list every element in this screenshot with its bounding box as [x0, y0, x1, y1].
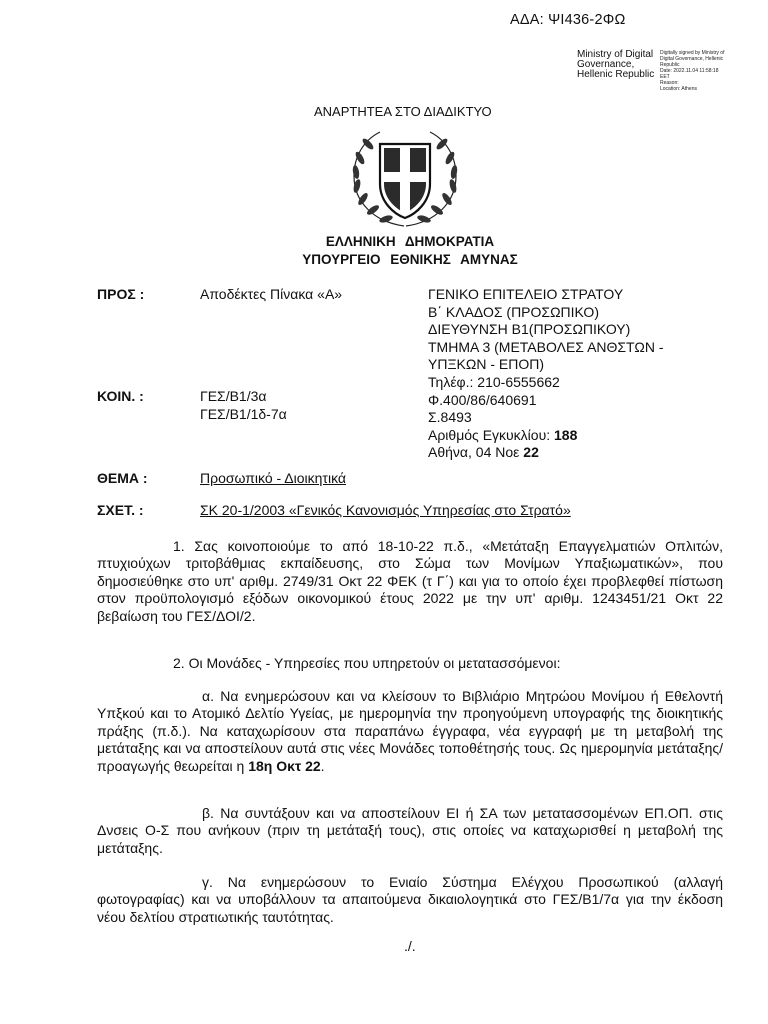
page-continuation: ./.	[404, 938, 416, 954]
paragraph-2a-text: α. Να ενημερώσουν και να κλείσουν το Βιβλιάριο Μητρώου Μονίμου ή Εθελοντή Υπξκού και το Ατομικό Δελτίο Υγείας, με ημερομηνία την προηγούμενη υπογραφής της διοικητικής πράξης (π.δ.). Να καταχωρίσουν στα παραπάνω έγγραφα, νέα εγγραφή με τη μεταβολή της μετάταξης και να αποστείλουν αυτά στις νέες Μονάδες τοποθέτησής τους. Ως ημερομηνία μετάταξης/προαγωγής θεωρείται η	[97, 688, 723, 774]
protocol-number: Σ.8493	[428, 409, 472, 426]
ada-code: ΑΔΑ: ΨΙ436-2ΦΩ	[510, 12, 626, 28]
pros-value: Αποδέκτες Πίνακα «Α»	[200, 286, 343, 302]
circular-label: Αριθμός Εγκυκλίου:	[428, 426, 555, 443]
digital-signature-name	[577, 50, 654, 80]
schet-label: ΣΧΕΤ. :	[97, 502, 144, 518]
thema-label: ΘΕΜΑ :	[97, 470, 148, 486]
phone-line: Τηλέφ.: 210-6555662	[428, 373, 560, 390]
paragraph-2a-end: .	[320, 757, 325, 774]
signature-name-line: Hellenic Republic	[577, 69, 655, 80]
paragraph-1: 1. Σας κοινοποιούμε το από 18-10-22 π.δ., «Μετάταξη Επαγγελματιών Οπλιτών, πτυχιούχων τριτοβάθμιας εκπαίδευσης, στο Σώμα των Μονίμων Υπαξιωματικών», που δημοσιεύθηκε στο υπ' αριθμ. 2749/31 Οκτ 22 ΦΕΚ (τ Γ΄) και για το οποίο έχει προβλεφθεί πίστωση στον προϋπολογισμό εξόδων οικονομικού έτους 2022 με την υπ' αριθμ. 1243451/21 Οκτ 22 βεβαίωση του ΓΕΣ/ΔΟΙ/2.	[97, 538, 723, 624]
paragraph-2a	[97, 688, 723, 775]
circular-number: 188	[554, 426, 578, 443]
signature-detail-line: Reason:	[660, 80, 679, 86]
paragraph-2c: γ. Να ενημερώσουν το Ενιαίο Σύστημα Ελέγχου Προσωπικού (αλλαγή φωτογραφίας) και να υποβάλλουν τα απαιτούμενα δικαιολογητικά στο ΓΕΣ/Β1/7α για την έκδοση νέου δελτίου στρατιωτικής ταυτότητας.	[97, 874, 723, 925]
koin-value: ΓΕΣ/Β1/1δ-7α	[200, 405, 287, 422]
sender-block	[428, 286, 663, 462]
schet-value: ΣΚ 20-1/2003 «Γενικός Κανονισμός Υπηρεσίας στο Στρατό»	[200, 502, 571, 518]
date-prefix: Αθήνα, 04 Νοε	[428, 444, 524, 461]
koin-values	[200, 388, 287, 423]
koin-value: ΓΕΣ/Β1/3α	[200, 388, 267, 404]
circular-line	[428, 427, 663, 445]
signature-detail-line: Digital Governance, Hellenic	[660, 56, 724, 62]
pros-label: ΠΡΟΣ :	[97, 286, 145, 302]
date-line	[428, 444, 663, 462]
signature-detail-line: Location: Athens	[660, 86, 697, 92]
signature-detail-line: Digitally signed by Ministry of	[660, 50, 725, 56]
ministry-title: ΥΠΟΥΡΓΕΙΟ ΕΘΝΙΚΗΣ ΑΜΥΝΑΣ	[302, 252, 518, 267]
sender-line: ΥΠΞΚΩΝ - ΕΠΟΠ)	[428, 356, 545, 373]
signature-detail-line: EET	[660, 74, 670, 80]
sender-line: ΤΜΗΜΑ 3 (ΜΕΤΑΒΟΛΕΣ ΑΝΘΣΤΩΝ -	[428, 338, 664, 355]
signature-detail-line: Date: 2022.11.04 11:58:18	[660, 68, 719, 74]
country-title: ΕΛΛΗΝΙΚΗ ΔΗΜΟΚΡΑΤΙΑ	[325, 234, 495, 249]
sender-line: ΔΙΕΥΘΥΝΣΗ Β1(ΠΡΟΣΩΠΙΚΟΥ)	[428, 321, 631, 338]
sender-line: Β΄ ΚΛΑΔΟΣ (ΠΡΟΣΩΠΙΚΟ)	[428, 303, 599, 320]
paragraph-2b: β. Να συντάξουν και να αποστείλουν ΕΙ ή ΣΑ των μετατασσομένων ΕΠ.ΟΠ. στις Δνσεις Ο-Σ που ανήκουν (πριν τη μετάταξή τους), στις οποίες να καταχωρισθεί η μεταβολή της μετάταξης.	[97, 805, 723, 856]
digital-signature-details	[660, 50, 768, 92]
paragraph-2: 2. Οι Μονάδες - Υπηρεσίες που υπηρετούν οι μετατασσόμενοι:	[173, 655, 561, 671]
sender-line: ΓΕΝΙΚΟ ΕΠΙΤΕΛΕΙΟ ΣΤΡΑΤΟΥ	[428, 286, 624, 302]
signature-name-line: Ministry of Digital	[577, 49, 654, 60]
publish-note: ΑΝΑΡΤΗΤΕΑ ΣΤΟ ΔΙΑΔΙΚΤΥΟ	[314, 104, 492, 119]
transfer-date: 18η Οκτ 22	[248, 757, 321, 774]
signature-detail-line: Republic	[660, 62, 680, 68]
file-number: Φ.400/86/640691	[428, 391, 537, 408]
date-year: 22	[523, 444, 539, 461]
coat-of-arms-icon	[346, 122, 464, 232]
koin-label: ΚΟΙΝ. :	[97, 388, 144, 404]
thema-value: Προσωπικό - Διοικητικά	[200, 470, 346, 486]
signature-name-line: Governance,	[577, 59, 635, 70]
